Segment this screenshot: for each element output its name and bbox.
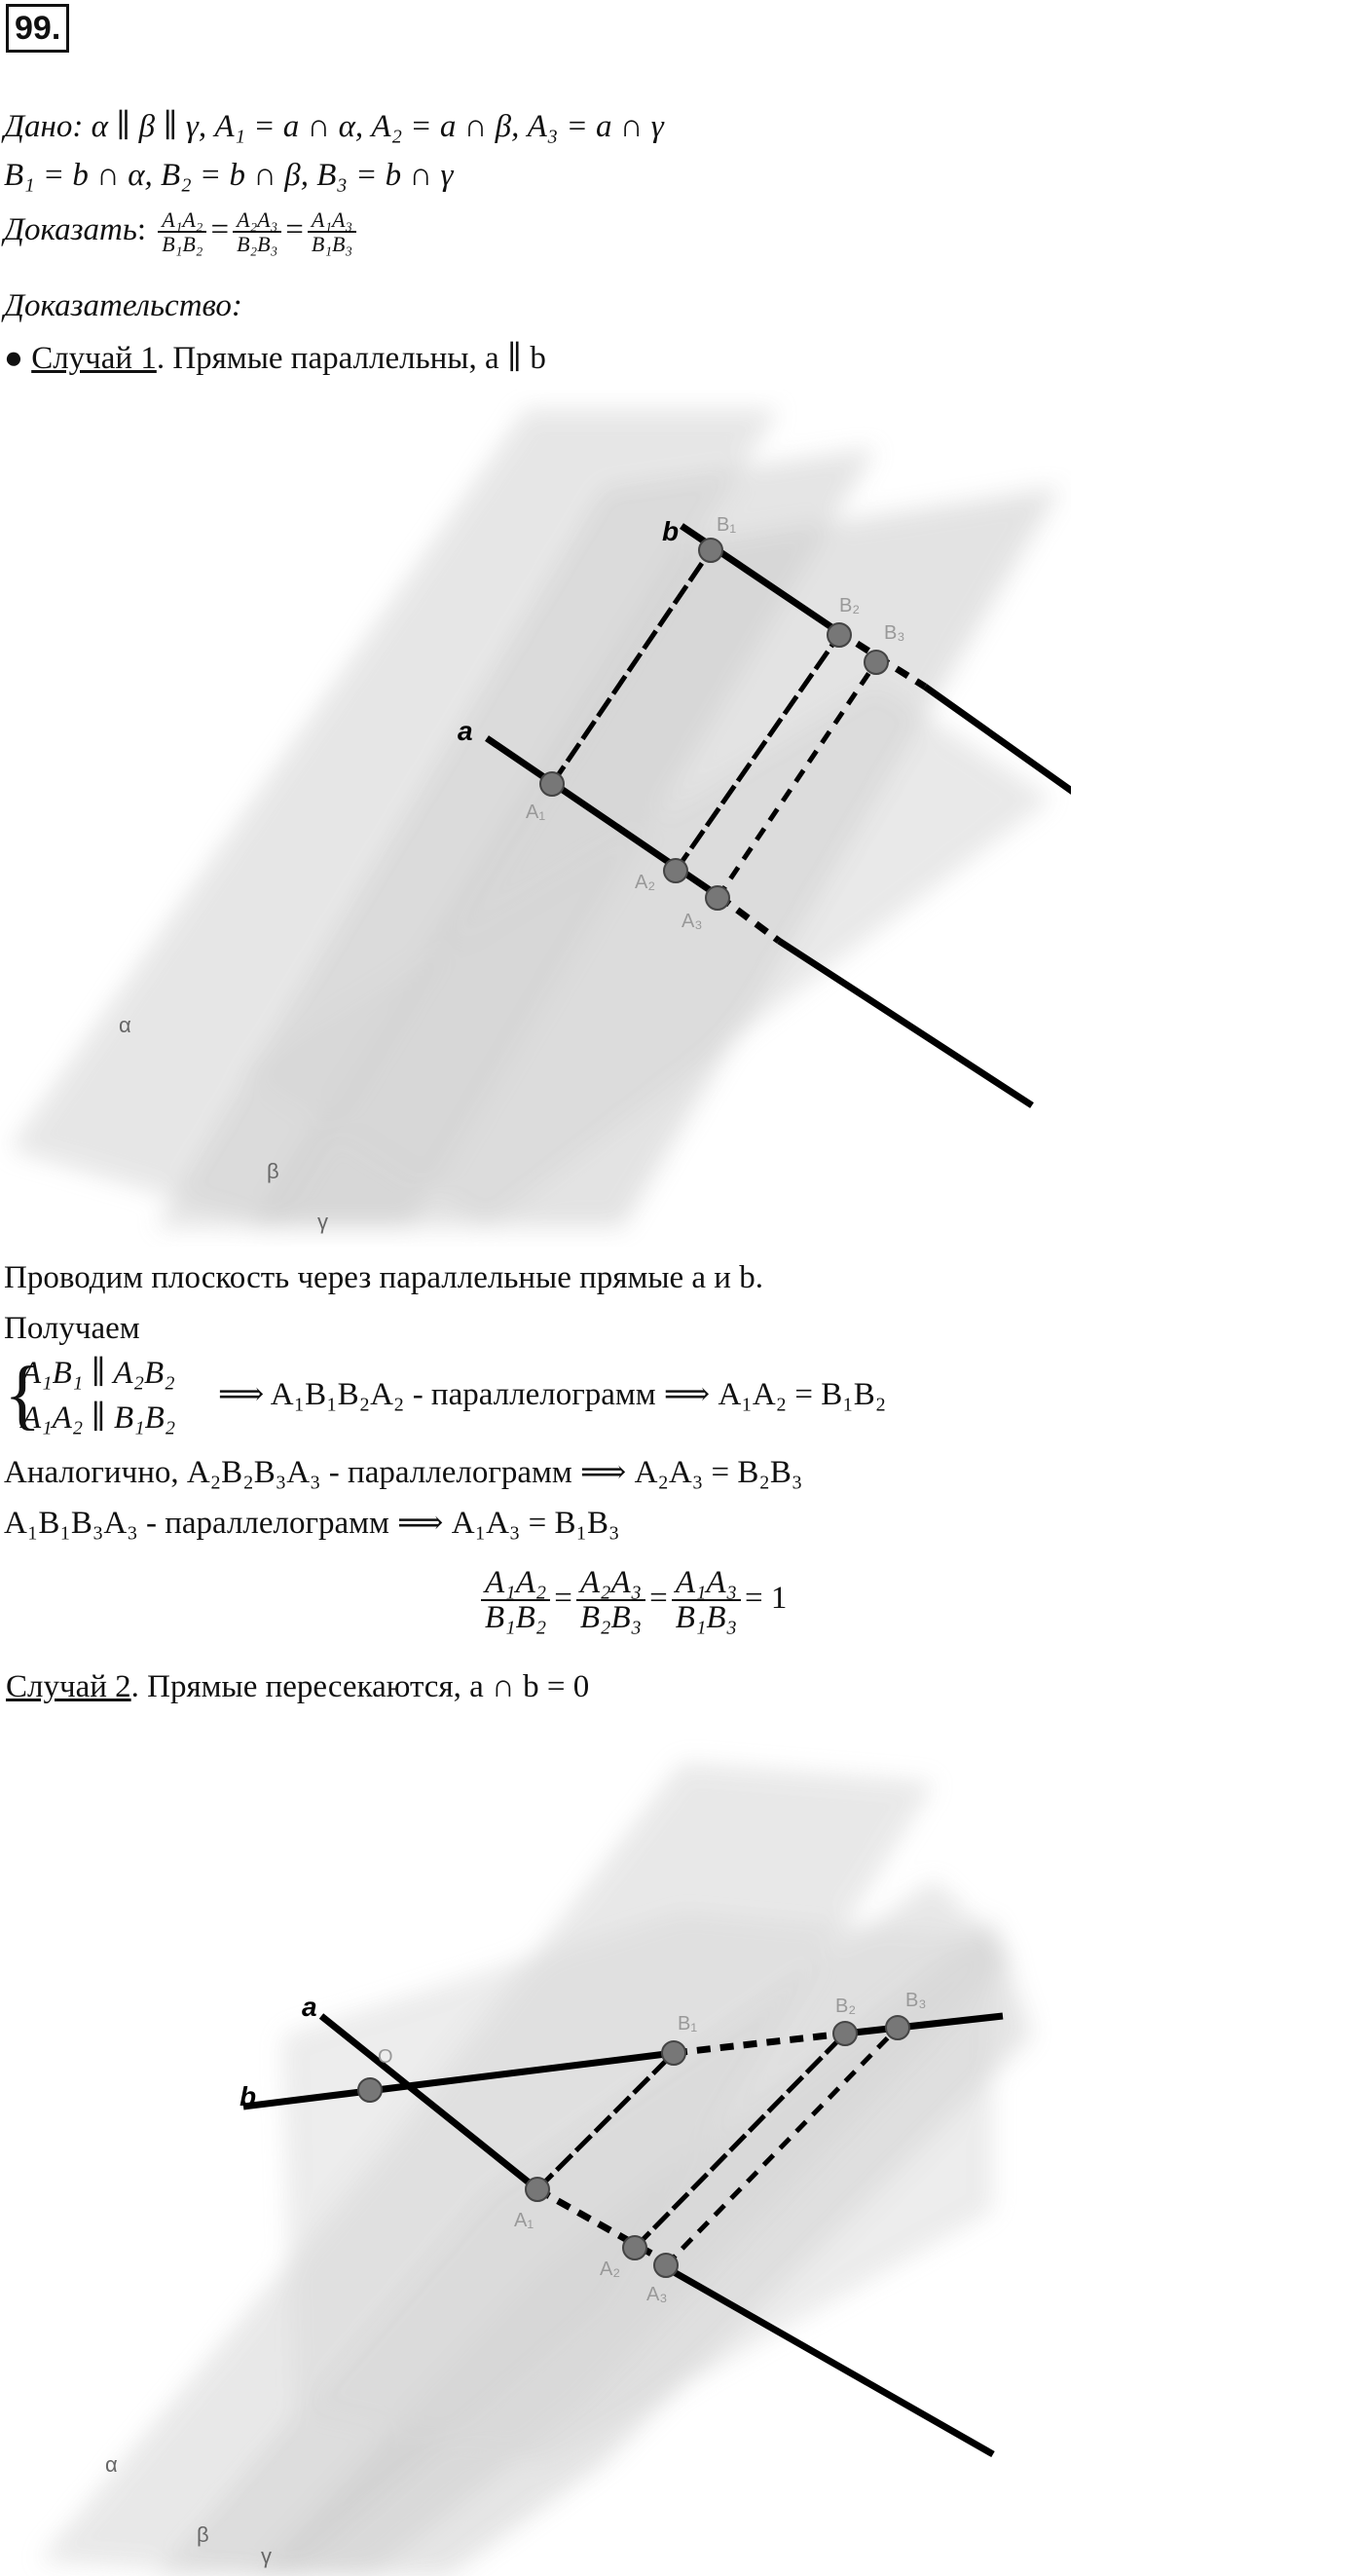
point-A2-2 [623, 2236, 646, 2259]
figure-case2 [0, 1724, 1071, 2576]
point-B1 [699, 539, 722, 562]
system-line-2: A₁A₂ ∥ B₁B₂ [21, 1400, 176, 1436]
label-A1-2: A₁ [514, 2210, 534, 2231]
case1-title: Случай 1 [31, 341, 157, 376]
result-equation: $\frac{\text{A₁A₂}}{\text{B₁B₂}}$ = $\frac{\text{A₂A₃}}{\text{B₂B₃}}$ = $\frac{\text{A₁A₃}}{\text{B₁B₃}}$ = 1 [477, 1554, 787, 1642]
label-beta-2: β [197, 2522, 209, 2547]
similarly-line: Аналогично, A₂B₂B₃A₃ - параллелограмм ⟹ A₂A₃ = B₂B₃ [4, 1455, 803, 1490]
result-equals-one: = 1 [745, 1581, 788, 1616]
point-B2-2 [833, 2022, 857, 2045]
label-beta: β [267, 1159, 279, 1183]
label-A3-2: A₃ [646, 2284, 668, 2305]
label-A2-2: A₂ [600, 2259, 621, 2280]
label-alpha: α [119, 1013, 131, 1037]
label-gamma-2: γ [261, 2544, 272, 2568]
system-line-1: A₁B₁ ∥ A₂B₂ [21, 1356, 175, 1391]
label-B1: B₁ [717, 514, 737, 536]
point-A2 [664, 859, 687, 882]
case1-heading [4, 337, 546, 380]
para-get: Получаем [4, 1311, 140, 1346]
label-B3: B₃ [884, 622, 905, 644]
label-a-2: a [302, 1992, 317, 2022]
point-O [358, 2078, 382, 2102]
label-gamma: γ [317, 1210, 328, 1234]
point-B3 [865, 651, 888, 674]
given-conditions: : α ∥ β ∥ γ, A₁ = a ∩ α, A₂ = a ∩ β, A₃ = a ∩ γ [72, 109, 664, 144]
system-result: ⟹ A₁B₁B₂A₂ - параллелограмм ⟹ A₁A₂ = B₁B₂ [218, 1377, 887, 1412]
point-B3-2 [886, 2016, 909, 2039]
proof-label: Доказательство: [4, 288, 242, 323]
prove-fraction-3: $\frac{\text{A₁A₃}}{\text{B₁B₃}}$ [308, 208, 356, 255]
point-A3-2 [654, 2254, 678, 2277]
case2-title: Случай 2 [6, 1669, 131, 1704]
prove-label: Доказать [4, 212, 137, 247]
label-O: O [378, 2046, 393, 2068]
point-B2 [828, 623, 851, 647]
label-B2-2: B₂ [835, 1996, 857, 2017]
para3-line: A₁B₁B₃A₃ - параллелограмм ⟹ A₁A₃ = B₁B₃ [4, 1506, 620, 1541]
given-label: Дано [4, 109, 73, 144]
brace: { [4, 1352, 42, 1437]
label-A2: A₂ [635, 872, 656, 893]
bullet: ● [4, 341, 23, 376]
case2-rest: . Прямые пересекаются, a ∩ b = 0 [130, 1669, 590, 1704]
given-line-2: B₁ = b ∩ α, B₂ = b ∩ β, B₃ = b ∩ γ [4, 158, 454, 193]
case2-heading [6, 1665, 589, 1708]
point-B1-2 [662, 2041, 685, 2065]
label-alpha-2: α [105, 2452, 118, 2477]
point-A1 [540, 772, 564, 796]
label-A3: A₃ [682, 911, 703, 932]
prove-line: Доказать: $\frac{\text{A₁A₂}}{\text{B₁B₂}}$ = $\frac{\text{A₂A₃}}{\text{B₂B₃}}$ = $\frac{\text{A₁A₃}}{\text{B₁B₃}}$ [4, 203, 360, 257]
label-B2: B₂ [839, 595, 861, 616]
para-plane: Проводим плоскость через параллельные прямые a и b. [4, 1260, 763, 1295]
point-A3 [706, 886, 729, 910]
point-A1-2 [526, 2178, 549, 2201]
problem-number: 99. [6, 4, 69, 53]
case1-rest: . Прямые параллельны, a ∥ b [156, 341, 546, 376]
label-B3-2: B₃ [905, 1990, 927, 2011]
label-a: a [458, 716, 473, 746]
label-b: b [662, 516, 680, 546]
figure-case1 [0, 390, 1071, 1247]
result-fraction-3: $\frac{\text{A₁A₃}}{\text{B₁B₃}}$ [672, 1566, 741, 1635]
result-fraction-2: $\frac{\text{A₂A₃}}{\text{B₂B₃}}$ [576, 1566, 645, 1635]
label-B1-2: B₁ [678, 2013, 698, 2035]
prove-fraction-1: $\frac{\text{A₁A₂}}{\text{B₁B₂}}$ [158, 208, 206, 255]
prove-fraction-2: $\frac{\text{A₂A₃}}{\text{B₂B₃}}$ [233, 208, 281, 255]
label-b-2: b [239, 2081, 257, 2111]
label-A1: A₁ [526, 802, 546, 823]
given-line-1 [4, 105, 664, 148]
result-fraction-1: $\frac{\text{A₁A₂}}{\text{B₁B₂}}$ [481, 1566, 550, 1635]
